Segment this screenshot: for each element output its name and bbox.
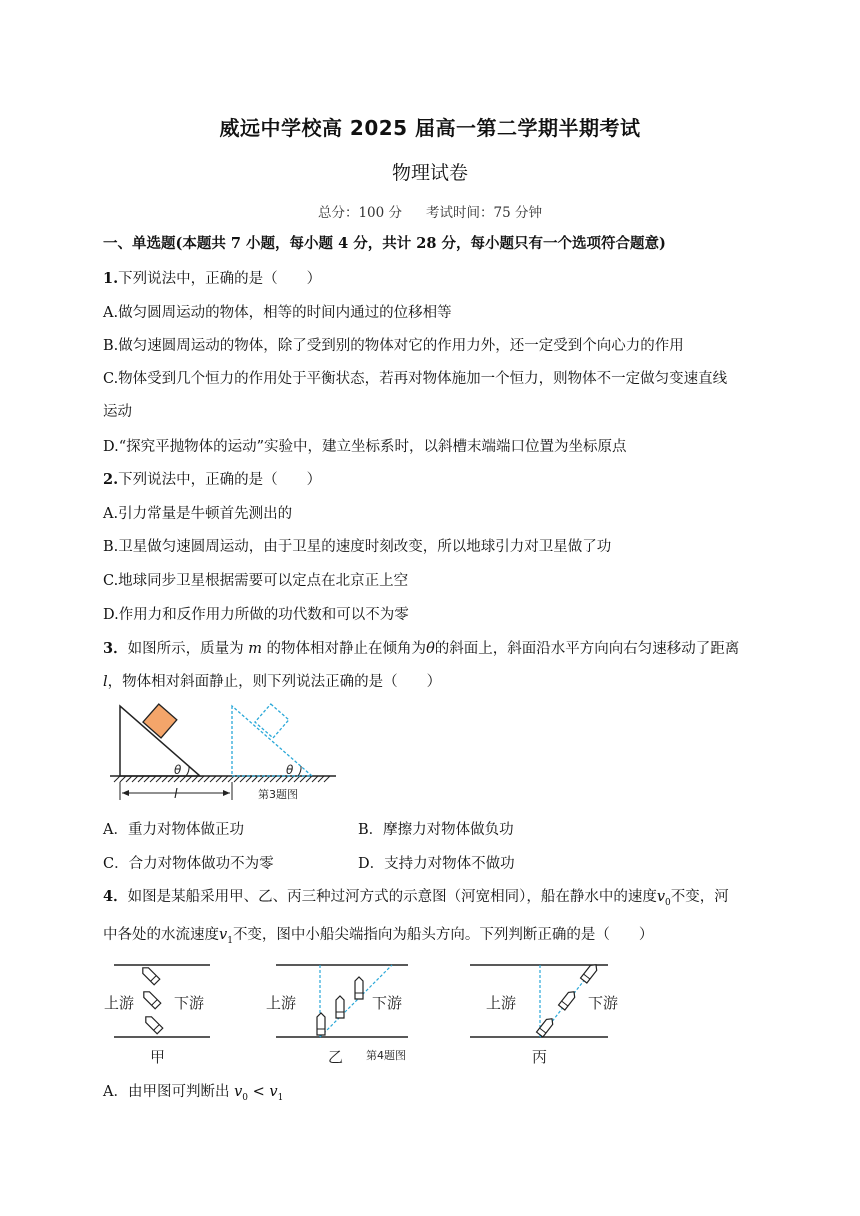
q1-option-c-line1: C.物体受到几个恒力的作用处于平衡状态，若再对物体施加一个恒力，则物体不一定做匀变速直线 bbox=[103, 371, 728, 387]
boat-icon bbox=[140, 965, 160, 985]
q3-stem-line2 bbox=[103, 671, 763, 693]
q4-stem-part: 中各处的水流速度 bbox=[103, 927, 219, 943]
q1-number: 1. bbox=[103, 270, 119, 287]
q4-option-a-v0-sub: 0 bbox=[242, 1092, 249, 1103]
downstream-label-2: 下游 bbox=[372, 994, 403, 1012]
exam-subtitle: 物理试卷 bbox=[391, 162, 468, 184]
q1-stem-text: 下列说法中，正确的是（ ） bbox=[118, 271, 322, 287]
q2-option-d: D.作用力和反作用力所做的功代数和可以不为零 bbox=[103, 607, 409, 623]
q2-stem-text: 下列说法中，正确的是（ ） bbox=[118, 472, 322, 488]
boat-icon bbox=[143, 1014, 163, 1034]
boat-icon bbox=[317, 1013, 325, 1035]
q4-number: 4． bbox=[103, 888, 128, 905]
block-dashed bbox=[255, 704, 289, 738]
total-score: 总分：100 分 bbox=[317, 205, 403, 221]
q4-option-a bbox=[103, 1081, 763, 1109]
theta-label-2: θ bbox=[286, 763, 294, 777]
q4-stem-part: 不变，图中小船尖端指向为船头方向。下列判断正确的是（ ） bbox=[232, 927, 654, 943]
q3-option-a: A．重力对物体做正功 bbox=[103, 822, 244, 838]
q4-v0-subscript: 0 bbox=[665, 897, 671, 908]
q1-option-b: B.做匀速圆周运动的物体，除了受到别的物体对它的作用力外，还一定受到个向心力的作用 bbox=[103, 338, 684, 354]
boat-icon bbox=[141, 989, 161, 1009]
exam-meta bbox=[0, 201, 860, 221]
downstream-label-1: 下游 bbox=[174, 994, 205, 1012]
ground-hatching bbox=[114, 776, 330, 782]
q3-option-d: D．支持力对物体不做功 bbox=[358, 856, 515, 872]
q3-figure bbox=[108, 700, 338, 804]
q4-option-a-lt: < bbox=[248, 1084, 270, 1100]
q2-number: 2. bbox=[103, 471, 119, 488]
q2-option-a: A.引力常量是牛顿首先测出的 bbox=[103, 506, 293, 522]
q1-option-c-line2: 运动 bbox=[103, 404, 132, 420]
block-solid bbox=[143, 704, 177, 738]
q4-v1-symbol: v bbox=[219, 927, 228, 943]
boat-icon bbox=[537, 1016, 556, 1037]
distance-label: l bbox=[174, 787, 178, 802]
upstream-label-1: 上游 bbox=[104, 994, 135, 1012]
panel-yi bbox=[266, 965, 408, 1066]
q1-option-a: A.做匀圆周运动的物体，相等的时间内通过的位移相等 bbox=[103, 305, 452, 321]
q3-mass-symbol: m bbox=[248, 641, 262, 657]
q2-option-b: B.卫星做匀速圆周运动，由于卫星的速度时刻改变，所以地球引力对卫星做了功 bbox=[103, 539, 612, 555]
q1-option-d: D.“探究平抛物体的运动”实验中，建立坐标系时，以斜槽末端端口位置为坐标原点 bbox=[103, 439, 627, 455]
q4-option-a-text: A．由甲图可判断出 bbox=[103, 1084, 235, 1100]
q3-stem-part: 如图所示，质量为 bbox=[127, 641, 249, 657]
q3-stem-line1 bbox=[103, 638, 763, 660]
q4-stem-part: 不变，河 bbox=[670, 889, 729, 905]
boat-icon bbox=[336, 996, 344, 1018]
downstream-label-3: 下游 bbox=[588, 994, 619, 1012]
q4-v1-subscript: 1 bbox=[227, 935, 233, 946]
section-heading: 一、单选题(本题共 7 小题，每小题 4 分，共计 28 分，每小题只有一个选项符合题意) bbox=[103, 235, 666, 252]
q1-stem bbox=[103, 268, 763, 290]
q4-option-a-v1: v bbox=[269, 1084, 278, 1100]
exam-title: 威远中学校高 2025 届高一第二学期半期考试 bbox=[219, 116, 641, 140]
q3-number: 3． bbox=[103, 640, 128, 657]
q4-stem-part: 如图是某船采用甲、乙、丙三种过河方式的示意图（河宽相同），船在静水中的速度 bbox=[127, 889, 657, 905]
q3-stem-part: 的斜面上，斜面沿水平方向向右匀速移动了距离 bbox=[434, 641, 740, 657]
q4-option-a-v1-sub: 1 bbox=[277, 1092, 284, 1103]
incline-dashed bbox=[232, 706, 312, 776]
q3-option-c: C．合力对物体做功不为零 bbox=[103, 856, 274, 872]
upstream-label-3: 上游 bbox=[486, 994, 517, 1012]
boat-icon bbox=[559, 989, 578, 1010]
q3-stem-part: 的物体相对静止在倾角为 bbox=[261, 641, 427, 657]
figure-caption-3: 第3题图 bbox=[258, 788, 298, 801]
upstream-label-2: 上游 bbox=[266, 994, 297, 1012]
figure-caption-4: 第4题图 bbox=[366, 1049, 406, 1062]
theta-label-1: θ bbox=[174, 763, 182, 777]
panel-label-bing: 丙 bbox=[532, 1048, 548, 1066]
panel-label-jia: 甲 bbox=[150, 1048, 166, 1066]
q4-v0-symbol: v bbox=[656, 889, 666, 905]
q3-theta-symbol: θ bbox=[426, 641, 435, 657]
panel-bing bbox=[470, 962, 618, 1066]
q4-stem-line1 bbox=[103, 886, 763, 914]
q2-option-c: C.地球同步卫星根据需要可以定点在北京正上空 bbox=[103, 573, 409, 589]
q3-stem-part: ，物体相对斜面静止，则下列说法正确的是（ ） bbox=[107, 674, 442, 690]
boat-icon bbox=[355, 977, 363, 999]
q3-distance-symbol: l bbox=[103, 674, 108, 690]
q4-figure bbox=[100, 955, 630, 1067]
panel-jia bbox=[104, 965, 210, 1066]
q3-option-b: B．摩擦力对物体做负功 bbox=[358, 822, 514, 838]
q2-stem bbox=[103, 469, 763, 491]
exam-time: 考试时间：75 分钟 bbox=[426, 205, 543, 221]
panel-label-yi: 乙 bbox=[328, 1048, 344, 1066]
q4-stem-line2 bbox=[103, 924, 763, 952]
q4-option-a-v0: v bbox=[234, 1084, 243, 1100]
